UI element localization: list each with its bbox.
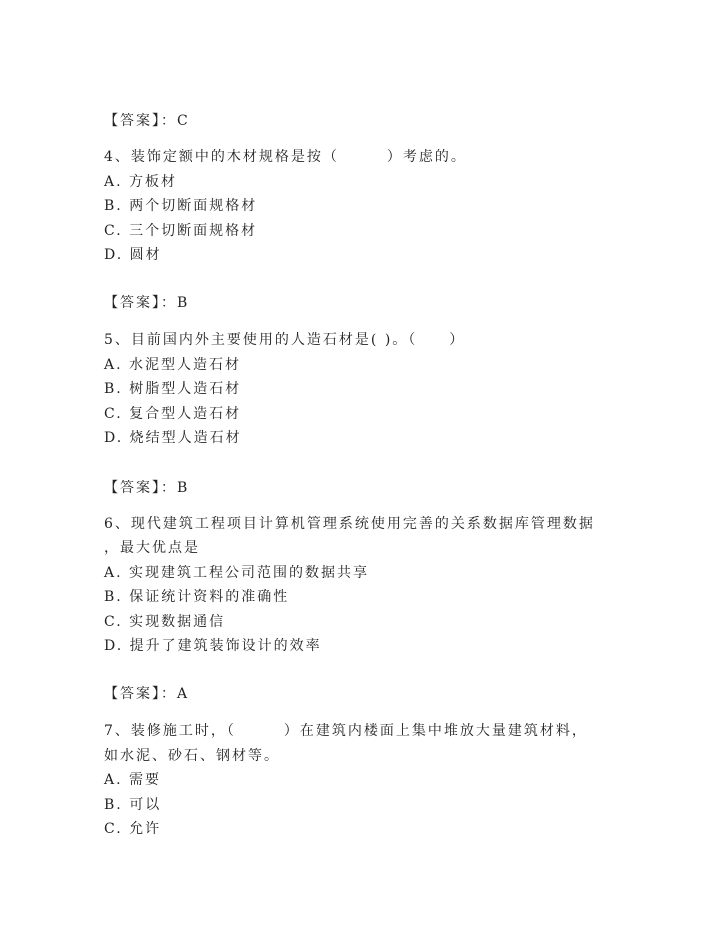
option-6c: C. 实现数据通信 — [104, 614, 226, 630]
option-6b: B. 保证统计资料的准确性 — [104, 589, 290, 605]
option-4b: B. 两个切断面规格材 — [104, 198, 258, 214]
question-7-line2: 如水泥、砂石、钢材等。 — [104, 748, 280, 764]
option-4a: A. 方板材 — [104, 174, 178, 190]
question-6-line1: 6、现代建筑工程项目计算机管理系统使用完善的关系数据库管理数据 — [104, 516, 595, 532]
option-6d: D. 提升了建筑装饰设计的效率 — [104, 638, 322, 654]
question-5: 5、目前国内外主要使用的人造石材是( )。（ ） — [104, 332, 466, 348]
option-5c: C. 复合型人造石材 — [104, 406, 242, 422]
option-7c: C. 允许 — [104, 821, 162, 837]
answer-q3: 【答案】：C — [104, 113, 190, 129]
question-6-line2: ，最大优点是 — [104, 540, 200, 556]
question-4: 4、装饰定额中的木材规格是按（ ）考虑的。 — [104, 149, 467, 165]
answer-q5: 【答案】：B — [104, 480, 190, 496]
option-4c: C. 三个切断面规格材 — [104, 223, 258, 239]
answer-q6: 【答案】：A — [104, 686, 190, 702]
question-7-line1: 7、装修施工时，（ ）在建筑内楼面上集中堆放大量建筑材料， — [104, 723, 588, 739]
answer-q4: 【答案】：B — [104, 295, 190, 311]
option-4d: D. 圆材 — [104, 247, 162, 263]
option-6a: A. 实现建筑工程公司范围的数据共享 — [104, 565, 370, 581]
option-5d: D. 烧结型人造石材 — [104, 430, 242, 446]
option-5a: A. 水泥型人造石材 — [104, 357, 242, 373]
option-7a: A. 需要 — [104, 772, 162, 788]
option-5b: B. 树脂型人造石材 — [104, 381, 242, 397]
option-7b: B. 可以 — [104, 797, 162, 813]
